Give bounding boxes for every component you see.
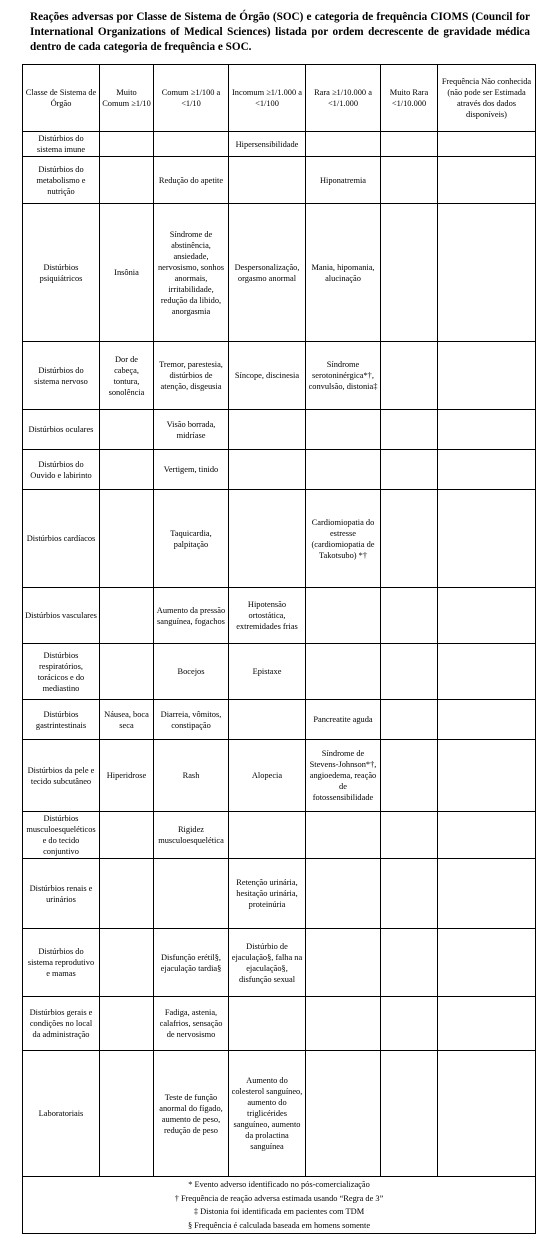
rare-cell [306, 644, 381, 700]
uncommon-cell: Aumento do colesterol sanguíneo, aumento do triglicérides sanguíneo, aumento da prolactina sanguínea [229, 1051, 306, 1177]
not-known-cell [438, 929, 536, 997]
header-not-known: Frequência Não conhecida (não pode ser Estimada através dos dados disponíveis) [438, 65, 536, 132]
uncommon-cell: Despersonalização, orgasmo anormal [229, 204, 306, 342]
header-common: Comum ≥1/100 a <1/10 [154, 65, 229, 132]
uncommon-cell [229, 450, 306, 490]
rare-cell [306, 588, 381, 644]
not-known-cell [438, 1051, 536, 1177]
very-rare-cell [381, 204, 438, 342]
very-rare-cell [381, 588, 438, 644]
uncommon-cell: Retenção urinária, hesitação urinária, proteinúria [229, 859, 306, 929]
table-row [23, 410, 536, 450]
table-row [23, 490, 536, 588]
soc-cell: Distúrbios oculares [23, 410, 100, 450]
rare-cell: Pancreatite aguda [306, 700, 381, 740]
soc-cell: Distúrbios cardíacos [23, 490, 100, 588]
very-common-cell [100, 157, 154, 204]
table-caption: Reações adversas por Classe de Sistema de Órgão (SOC) e categoria de frequência CIOMS (Council for International Organizations of Medical Sciences) listada por ordem decrescente de gravidade médica dentro de cada categoria de frequência e SOC. [30, 11, 530, 53]
very-rare-cell [381, 410, 438, 450]
uncommon-cell: Epistaxe [229, 644, 306, 700]
table-row [23, 1051, 536, 1177]
uncommon-cell: Distúrbio de ejaculação§, falha na ejaculação§, disfunção sexual [229, 929, 306, 997]
soc-cell: Distúrbios gerais e condições no local da administração [23, 997, 100, 1051]
table-row [23, 588, 536, 644]
not-known-cell [438, 812, 536, 859]
common-cell: Taquicardia, palpitação [154, 490, 229, 588]
very-common-cell [100, 450, 154, 490]
common-cell: Diarreia, vômitos, constipação [154, 700, 229, 740]
not-known-cell [438, 132, 536, 157]
very-rare-cell [381, 132, 438, 157]
very-rare-cell [381, 700, 438, 740]
uncommon-cell [229, 812, 306, 859]
rare-cell [306, 450, 381, 490]
very-rare-cell [381, 859, 438, 929]
soc-cell: Distúrbios musculoesqueléticos e do tecido conjuntivo [23, 812, 100, 859]
soc-cell: Distúrbios do sistema nervoso [23, 342, 100, 410]
header-uncommon: Incomum ≥1/1.000 a <1/100 [229, 65, 306, 132]
not-known-cell [438, 997, 536, 1051]
uncommon-cell: Síncope, discinesia [229, 342, 306, 410]
very-common-cell [100, 410, 154, 450]
soc-cell: Distúrbios do Ouvido e labirinto [23, 450, 100, 490]
very-common-cell [100, 588, 154, 644]
common-cell: Rash [154, 740, 229, 812]
uncommon-cell [229, 410, 306, 450]
common-cell: Fadiga, astenia, calafrios, sensação de nervosismo [154, 997, 229, 1051]
rare-cell: Mania, hipomania, alucinação [306, 204, 381, 342]
very-rare-cell [381, 490, 438, 588]
very-common-cell [100, 859, 154, 929]
very-rare-cell [381, 740, 438, 812]
not-known-cell [438, 342, 536, 410]
soc-cell: Distúrbios respiratórios, torácicos e do mediastino [23, 644, 100, 700]
common-cell: Teste de função anormal do fígado, aumento de peso, redução de peso [154, 1051, 229, 1177]
table-row [23, 997, 536, 1051]
very-common-cell [100, 132, 154, 157]
rare-cell: Síndrome de Stevens-Johnson*†, angioedema, reação de fotossensibilidade [306, 740, 381, 812]
soc-cell: Distúrbios renais e urinários [23, 859, 100, 929]
not-known-cell [438, 410, 536, 450]
table-row [23, 450, 536, 490]
not-known-cell [438, 859, 536, 929]
footnotes-row [23, 1177, 536, 1234]
not-known-cell [438, 700, 536, 740]
rare-cell: Síndrome serotoninérgica*†, convulsão, distonia‡ [306, 342, 381, 410]
not-known-cell [438, 157, 536, 204]
common-cell: Síndrome de abstinência, ansiedade, nervosismo, sonhos anormais, irritabilidade, redução da libido, anorgasmia [154, 204, 229, 342]
header-rare: Rara ≥1/10.000 a <1/1.000 [306, 65, 381, 132]
rare-cell [306, 859, 381, 929]
rare-cell [306, 929, 381, 997]
table-row [23, 204, 536, 342]
rare-cell [306, 812, 381, 859]
soc-cell: Distúrbios vasculares [23, 588, 100, 644]
very-common-cell [100, 929, 154, 997]
common-cell [154, 859, 229, 929]
very-rare-cell [381, 342, 438, 410]
rare-cell: Hiponatremia [306, 157, 381, 204]
footnotes [23, 1177, 536, 1234]
common-cell [154, 132, 229, 157]
very-common-cell: Hiperidrose [100, 740, 154, 812]
footnote-dystonia: ‡ Distonia foi identificada em pacientes com TDM [193, 1207, 365, 1216]
rare-cell [306, 997, 381, 1051]
very-rare-cell [381, 157, 438, 204]
very-common-cell [100, 997, 154, 1051]
table-row [23, 812, 536, 859]
common-cell: Bocejos [154, 644, 229, 700]
not-known-cell [438, 740, 536, 812]
soc-cell: Laboratoriais [23, 1051, 100, 1177]
soc-cell: Distúrbios gastrintestinais [23, 700, 100, 740]
uncommon-cell: Hipotensão ortostática, extremidades frias [229, 588, 306, 644]
table-row [23, 157, 536, 204]
table-row [23, 342, 536, 410]
very-common-cell [100, 1051, 154, 1177]
common-cell: Aumento da pressão sanguínea, fogachos [154, 588, 229, 644]
uncommon-cell [229, 157, 306, 204]
rare-cell [306, 1051, 381, 1177]
common-cell: Vertigem, tinido [154, 450, 229, 490]
table-row [23, 929, 536, 997]
soc-cell: Distúrbios do sistema reprodutivo e mamas [23, 929, 100, 997]
rare-cell [306, 410, 381, 450]
adverse-reactions-table [22, 64, 536, 1234]
not-known-cell [438, 588, 536, 644]
table-row [23, 859, 536, 929]
table-row [23, 132, 536, 157]
rare-cell: Cardiomiopatia do estresse (cardiomiopatia de Takotsubo) *† [306, 490, 381, 588]
very-rare-cell [381, 812, 438, 859]
uncommon-cell [229, 997, 306, 1051]
very-rare-cell [381, 1051, 438, 1177]
header-soc: Classe de Sistema de Órgão [23, 65, 100, 132]
footnote-rule-of-three: † Frequência de reação adversa estimada usando “Regra de 3” [174, 1193, 384, 1203]
very-common-cell [100, 812, 154, 859]
very-common-cell: Dor de cabeça, tontura, sonolência [100, 342, 154, 410]
not-known-cell [438, 644, 536, 700]
footnote-postmarketing: * Evento adverso identificado no pós-comercialização [188, 1180, 370, 1189]
common-cell: Visão borrada, midríase [154, 410, 229, 450]
common-cell: Disfunção erétil§, ejaculação tardia§ [154, 929, 229, 997]
very-common-cell: Náusea, boca seca [100, 700, 154, 740]
very-rare-cell [381, 929, 438, 997]
very-common-cell [100, 644, 154, 700]
table-row [23, 740, 536, 812]
uncommon-cell [229, 490, 306, 588]
not-known-cell [438, 204, 536, 342]
soc-cell: Distúrbios do sistema imune [23, 132, 100, 157]
rare-cell [306, 132, 381, 157]
soc-cell: Distúrbios do metabolismo e nutrição [23, 157, 100, 204]
uncommon-cell: Hipersensibilidade [229, 132, 306, 157]
header-very-common: Muito Comum ≥1/10 [100, 65, 154, 132]
common-cell: Rigidez musculoesquelética [154, 812, 229, 859]
very-rare-cell [381, 997, 438, 1051]
very-common-cell: Insônia [100, 204, 154, 342]
very-rare-cell [381, 644, 438, 700]
not-known-cell [438, 450, 536, 490]
common-cell: Redução do apetite [154, 157, 229, 204]
table-row [23, 700, 536, 740]
soc-cell: Distúrbios psiquiátricos [23, 204, 100, 342]
uncommon-cell [229, 700, 306, 740]
not-known-cell [438, 490, 536, 588]
very-common-cell [100, 490, 154, 588]
very-rare-cell [381, 450, 438, 490]
footnote-men-only: § Frequência é calculada baseada em homens somente [187, 1220, 371, 1230]
common-cell: Tremor, parestesia, distúrbios de atenção, disgeusia [154, 342, 229, 410]
header-row [23, 65, 536, 132]
table-row [23, 644, 536, 700]
header-very-rare: Muito Rara <1/10.000 [381, 65, 438, 132]
soc-cell: Distúrbios da pele e tecido subcutâneo [23, 740, 100, 812]
uncommon-cell: Alopecia [229, 740, 306, 812]
